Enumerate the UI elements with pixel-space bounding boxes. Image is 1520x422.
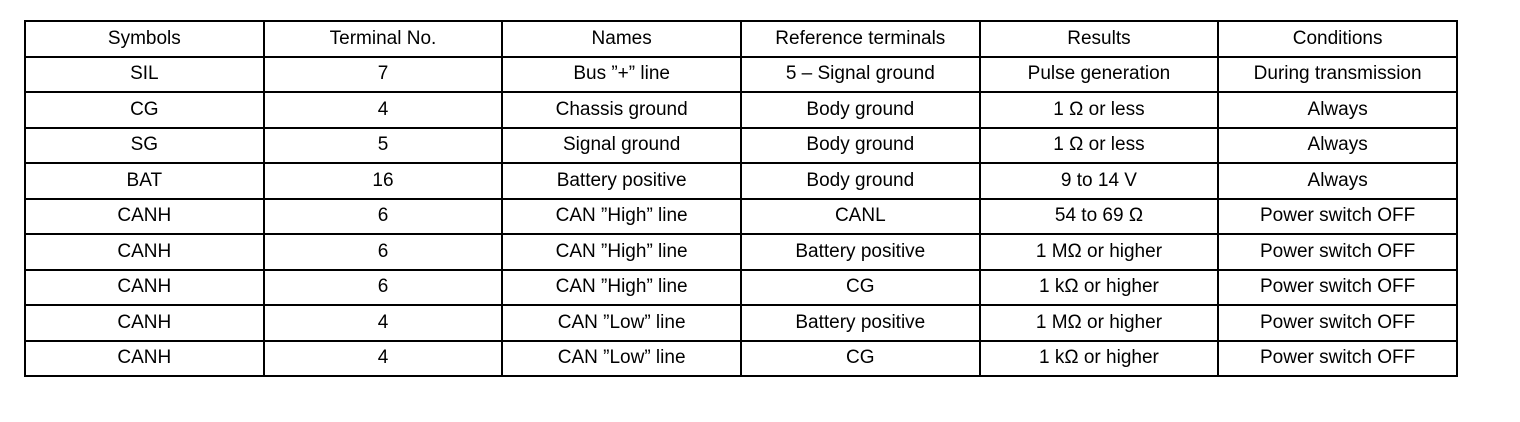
table-row [25, 163, 1457, 199]
cell-reference-terminal: Battery positive [741, 234, 980, 270]
header-results: Results [980, 21, 1219, 57]
cell-reference-terminal: Body ground [741, 163, 980, 199]
cell-result: 1 kΩ or higher [980, 270, 1219, 306]
cell-result: 1 MΩ or higher [980, 234, 1219, 270]
cell-result: 1 Ω or less [980, 128, 1219, 164]
cell-terminal-no: 5 [264, 128, 503, 164]
cell-symbol: CANH [25, 341, 264, 377]
table-row [25, 341, 1457, 377]
cell-symbol: CG [25, 92, 264, 128]
header-terminal-no: Terminal No. [264, 21, 503, 57]
cell-terminal-no: 6 [264, 270, 503, 306]
table-row [25, 234, 1457, 270]
cell-condition: Power switch OFF [1218, 199, 1457, 235]
cell-terminal-no: 4 [264, 305, 503, 341]
cell-terminal-no: 16 [264, 163, 503, 199]
table-row [25, 128, 1457, 164]
cell-result: 1 kΩ or higher [980, 341, 1219, 377]
cell-terminal-no: 6 [264, 234, 503, 270]
table-row [25, 199, 1457, 235]
cell-result: 1 MΩ or higher [980, 305, 1219, 341]
cell-symbol: CANH [25, 270, 264, 306]
cell-symbol: SG [25, 128, 264, 164]
cell-terminal-no: 6 [264, 199, 503, 235]
cell-result: 9 to 14 V [980, 163, 1219, 199]
cell-terminal-no: 4 [264, 341, 503, 377]
cell-name: CAN ”High” line [502, 234, 741, 270]
table-row [25, 305, 1457, 341]
header-symbols: Symbols [25, 21, 264, 57]
cell-name: CAN ”High” line [502, 270, 741, 306]
table-row [25, 57, 1457, 93]
cell-name: Battery positive [502, 163, 741, 199]
cell-name: CAN ”Low” line [502, 341, 741, 377]
cell-terminal-no: 7 [264, 57, 503, 93]
cell-result: 54 to 69 Ω [980, 199, 1219, 235]
cell-condition: Power switch OFF [1218, 270, 1457, 306]
terminal-spec-table [24, 20, 1458, 377]
cell-condition: During transmission [1218, 57, 1457, 93]
cell-condition: Power switch OFF [1218, 305, 1457, 341]
cell-condition: Always [1218, 92, 1457, 128]
table-header-row [25, 21, 1457, 57]
table-row [25, 270, 1457, 306]
cell-reference-terminal: Body ground [741, 92, 980, 128]
cell-terminal-no: 4 [264, 92, 503, 128]
header-names: Names [502, 21, 741, 57]
cell-name: Bus ”+” line [502, 57, 741, 93]
cell-condition: Always [1218, 163, 1457, 199]
cell-symbol: SIL [25, 57, 264, 93]
cell-symbol: BAT [25, 163, 264, 199]
cell-condition: Power switch OFF [1218, 234, 1457, 270]
header-conditions: Conditions [1218, 21, 1457, 57]
cell-result: Pulse generation [980, 57, 1219, 93]
cell-name: CAN ”Low” line [502, 305, 741, 341]
cell-symbol: CANH [25, 234, 264, 270]
cell-symbol: CANH [25, 199, 264, 235]
cell-symbol: CANH [25, 305, 264, 341]
header-reference-terminals: Reference terminals [741, 21, 980, 57]
cell-reference-terminal: Battery positive [741, 305, 980, 341]
cell-reference-terminal: CANL [741, 199, 980, 235]
cell-name: Chassis ground [502, 92, 741, 128]
cell-reference-terminal: Body ground [741, 128, 980, 164]
cell-result: 1 Ω or less [980, 92, 1219, 128]
cell-condition: Always [1218, 128, 1457, 164]
cell-reference-terminal: CG [741, 270, 980, 306]
cell-name: CAN ”High” line [502, 199, 741, 235]
cell-reference-terminal: 5 – Signal ground [741, 57, 980, 93]
cell-name: Signal ground [502, 128, 741, 164]
cell-condition: Power switch OFF [1218, 341, 1457, 377]
table-row [25, 92, 1457, 128]
cell-reference-terminal: CG [741, 341, 980, 377]
